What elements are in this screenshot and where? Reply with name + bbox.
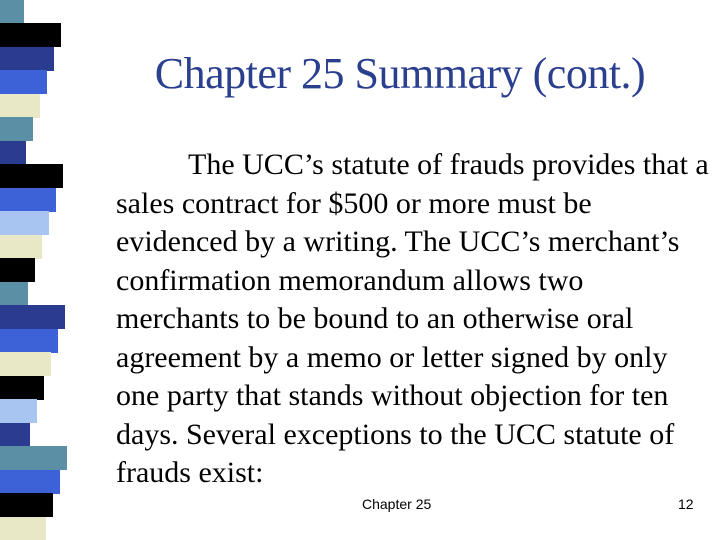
footer-chapter-label: Chapter 25 bbox=[362, 496, 432, 512]
strip-block bbox=[0, 305, 65, 329]
strip-block bbox=[0, 141, 26, 165]
strip-block bbox=[0, 446, 67, 470]
strip-block bbox=[0, 399, 37, 423]
strip-block bbox=[0, 235, 42, 259]
strip-block bbox=[0, 376, 44, 400]
slide-title: Chapter 25 Summary (cont.) bbox=[154, 49, 646, 98]
strip-block bbox=[0, 0, 24, 24]
strip-block bbox=[0, 329, 58, 353]
slide-page-number: 12 bbox=[678, 496, 694, 512]
decorative-color-strip bbox=[0, 0, 70, 540]
strip-block bbox=[0, 94, 40, 118]
strip-block bbox=[0, 517, 46, 540]
strip-block bbox=[0, 282, 28, 306]
strip-block bbox=[0, 211, 49, 235]
strip-block bbox=[0, 164, 63, 188]
slide-body-text: The UCC’s statute of frauds provides that a sales contract for $500 or more must be evidenced by a writing. The UCC’s merchant’s confirmation memorandum allows two merchants to be bound to an otherwise oral agreement by a memo or letter signed by only one party that stands without objection for ten days. Several exceptions to the UCC statute of frauds exist: bbox=[116, 148, 709, 489]
strip-block bbox=[0, 352, 51, 376]
strip-block bbox=[0, 70, 47, 94]
strip-block bbox=[0, 493, 53, 517]
strip-block bbox=[0, 188, 56, 212]
strip-block bbox=[0, 23, 61, 47]
strip-block bbox=[0, 423, 30, 447]
strip-block bbox=[0, 47, 54, 71]
strip-block bbox=[0, 258, 35, 282]
strip-block bbox=[0, 117, 33, 141]
strip-block bbox=[0, 470, 60, 494]
